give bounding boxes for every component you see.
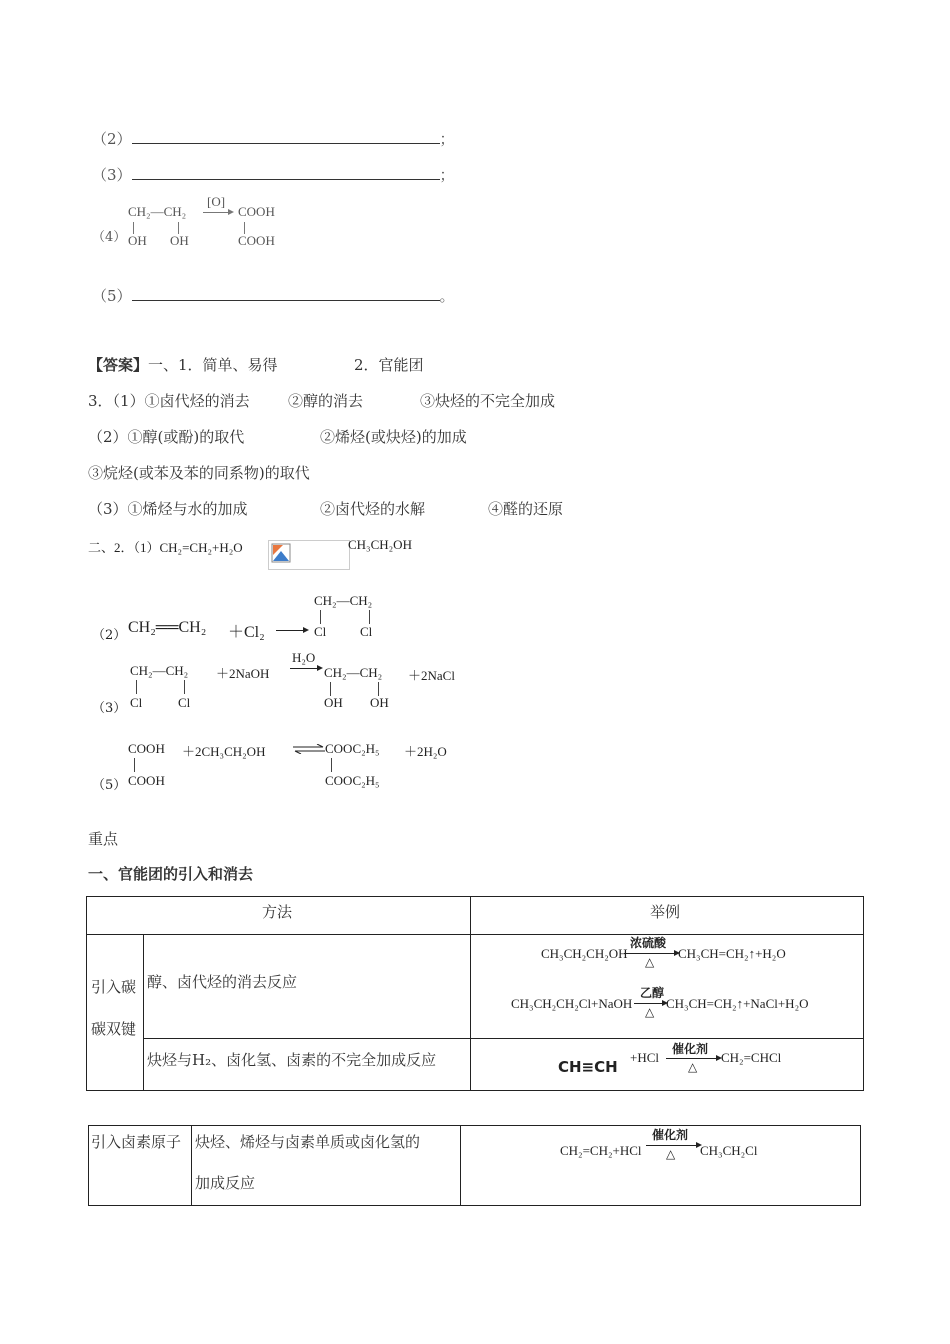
formula: CH₃CH₂CH₂OH (541, 946, 628, 961)
equilibrium-arrow-icon (293, 744, 325, 754)
formula: COOC₂H₅ (325, 741, 380, 756)
answer-text: ②醇的消去 (288, 392, 364, 410)
arrow-icon (303, 627, 309, 633)
answer-label: 【答案】 (88, 356, 149, 374)
question-5 (92, 285, 455, 306)
answer-text: 2．官能团 (354, 356, 424, 374)
question-label: （2） (92, 130, 132, 148)
formula: CH₂—CH₂ (324, 665, 383, 680)
reaction-condition: H₂O (292, 650, 316, 665)
section-heading: 一、官能团的引入和消去 (88, 865, 254, 883)
answer-text: 一、1．简单、易得 (148, 356, 278, 374)
formula: CH₃CH₂CH₂Cl+NaOH (511, 996, 633, 1011)
formula: ＋2NaCl (408, 668, 455, 683)
table-header-method: 方法 (262, 903, 293, 921)
formula: CH₃CH₂Cl (700, 1143, 758, 1158)
broken-image (268, 540, 350, 570)
formula: OH (370, 695, 389, 710)
heat-icon: △ (688, 1060, 698, 1074)
example-cell (470, 934, 864, 1039)
formula: ＋2CH₃CH₂OH (182, 744, 266, 759)
reaction-condition: 浓硫酸 (630, 936, 667, 950)
row-label: 引入碳 (91, 978, 137, 996)
answer-line-1 (88, 354, 278, 375)
answer-blank[interactable] (132, 286, 440, 301)
heat-icon: △ (645, 955, 655, 969)
method-text: 炔烃与H₂、卤化氢、卤素的不完全加成反应 (147, 1051, 437, 1069)
reaction-condition: 催化剂 (672, 1042, 709, 1056)
arrow-icon (624, 953, 676, 954)
formula: CH₂—CH₂ (128, 204, 187, 219)
question-2 (92, 128, 455, 149)
question-label: （4） (92, 230, 127, 245)
arrow-icon (203, 212, 229, 213)
heat-icon: △ (645, 1005, 655, 1019)
formula: COOH (128, 741, 165, 756)
row-label-cell (86, 934, 144, 1091)
equation-text: CH₃CH₂OH (348, 537, 412, 552)
arrow-icon (646, 1145, 698, 1146)
formula: CH₃CH=CH₂↑+H₂O (678, 946, 786, 961)
answer-text: ③炔烃的不完全加成 (420, 392, 556, 410)
answer-text: 3．（1）①卤代烃的消去 (88, 392, 250, 410)
formula: ＋2H₂O (404, 744, 447, 759)
example-cell (470, 1038, 864, 1091)
answer-text: ④醛的还原 (488, 500, 564, 518)
formula: Cl (130, 695, 143, 710)
formula: CH₂—CH₂ (130, 663, 189, 678)
punctuation: 。 (439, 287, 455, 305)
arrow-icon (290, 668, 318, 669)
answer-blank[interactable] (132, 129, 440, 144)
method-text: 加成反应 (195, 1174, 256, 1192)
question-3 (92, 164, 455, 185)
arrow-icon (666, 1058, 718, 1059)
answer-text: （3）①烯烃与水的加成 (88, 500, 248, 518)
answer-text: ③烷烃(或苯及苯的同系物)的取代 (88, 464, 310, 482)
formula: CH₂—CH₂ (314, 593, 373, 608)
formula: Cl (178, 695, 191, 710)
formula: COOH (238, 204, 275, 219)
punctuation: ； (439, 166, 455, 184)
arrow-icon (634, 1003, 664, 1004)
formula: OH (170, 233, 189, 248)
method-text: 醇、卤代烃的消去反应 (147, 973, 298, 991)
formula: OH (128, 233, 147, 248)
reaction-condition: 催化剂 (652, 1128, 689, 1142)
formula: Cl (314, 624, 327, 639)
formula: CH₂══CH₂ (128, 619, 207, 636)
equation-label: （2） (92, 628, 127, 643)
row-label: 引入卤素原子 (91, 1133, 182, 1151)
broken-image-icon (271, 543, 291, 563)
question-label: （5） (92, 287, 132, 305)
formula: CH₂=CH₂+HCl (560, 1143, 642, 1158)
formula: OH (324, 695, 343, 710)
arrow-icon (276, 630, 304, 631)
arrow-icon (317, 665, 323, 671)
answer-text: （2）①醇(或酚)的取代 (88, 428, 245, 446)
formula: COOC₂H₅ (325, 773, 380, 788)
question-label: （3） (92, 166, 132, 184)
formula: COOH (238, 233, 275, 248)
answer-text: ②卤代烃的水解 (320, 500, 426, 518)
method-text: 炔烃、烯烃与卤素单质或卤化氢的 (195, 1133, 421, 1151)
formula: CH₂=CHCl (721, 1050, 782, 1065)
reaction-condition: [O] (207, 194, 226, 209)
formula: +HCl (630, 1050, 660, 1065)
reaction-condition: 乙醇 (640, 986, 665, 1000)
formula: COOH (128, 773, 165, 788)
formula: CH≡CH (558, 1058, 618, 1076)
formula: Cl (360, 624, 373, 639)
equation-label: （3） (92, 701, 127, 716)
equation-text: 二、2．（1）CH₂=CH₂+H₂O (88, 540, 243, 555)
answer-blank[interactable] (132, 165, 440, 180)
arrow-icon (228, 209, 234, 215)
equation-label: （5） (92, 778, 127, 793)
heat-icon: △ (666, 1147, 676, 1161)
row-label: 碳双键 (91, 1020, 137, 1038)
section-label: 重点 (88, 830, 119, 848)
punctuation: ； (439, 130, 455, 148)
formula: CH₃CH=CH₂↑+NaCl+H₂O (666, 996, 809, 1011)
formula: ＋2NaOH (216, 666, 270, 681)
answer-text: ②烯烃(或炔烃)的加成 (320, 428, 467, 446)
formula: ＋Cl₂ (228, 624, 265, 641)
table-header-example: 举例 (650, 903, 681, 921)
